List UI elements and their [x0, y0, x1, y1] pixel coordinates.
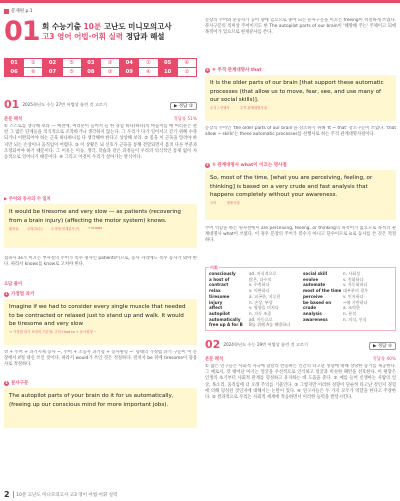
vocab-term: contract — [209, 282, 229, 288]
vocab-meaning: n. 사회성 — [343, 271, 361, 276]
vocab-left-list — [209, 271, 301, 328]
answer-q: 07 — [43, 68, 62, 77]
sub3-title-text: ④ 주격 관계대명사 that — [212, 68, 262, 73]
answer-q: 03 — [81, 59, 100, 68]
vocab-meaning: v. 인지하다 — [343, 293, 364, 299]
number-circle-icon: 1 — [5, 292, 8, 296]
item-01-point-glosses — [9, 226, 192, 231]
item-02-answer: ▶ 정답 ⑤ — [369, 342, 396, 350]
answer-table — [4, 58, 197, 77]
sub4-sentence: So, most of the time, [what you are perceiving, feeling, or thinking] is based on a very crude and fast analysis that happens completely without your awareness. — [210, 175, 373, 198]
vocab-term: automatically — [209, 316, 241, 322]
answer-value: ④ — [139, 68, 158, 77]
title-line1-prefix: 회 수능기출 — [42, 22, 81, 31]
vocab-meaning: ad. 자동으로 — [249, 316, 273, 322]
vocab-meaning: n. 의식, 인식 — [343, 316, 367, 322]
answer-q: 01 — [5, 59, 24, 68]
number-circle-icon: 3 — [5, 381, 8, 385]
item-02-number: 02 — [205, 338, 221, 351]
top-accent-line — [0, 0, 400, 3]
gloss: 주격 관계대명사절 — [239, 105, 267, 110]
answer-row-1 — [5, 59, 197, 68]
item-01-sub1-note: → 가정법 과거 표현의 기본형: 주어+had to + 동사원형 ~ — [9, 329, 97, 334]
item-01-point-sentence: It would be tiresome and very slow — as patients (recovering from a brain injury) (affecting the motor system) knows. — [9, 209, 181, 224]
answer-value: ⑤ — [62, 59, 81, 68]
vocab-meaning: n. 손상, 부상 — [249, 299, 273, 305]
gloss: 수식어(현재분사구) — [50, 227, 80, 231]
vocab-term: a host of — [209, 276, 230, 282]
vocab-term: be based on — [303, 299, 332, 305]
gloss: 환자들 — [9, 227, 19, 231]
vocab-term: free up A for B — [209, 322, 243, 328]
vocab-meaning: n. 자동 조종 — [249, 310, 272, 316]
answer-value: ③ — [100, 59, 119, 68]
sub3-sentence: It is the older parts of our brain [that support these automatic processes (that allow us to move, fear, see, and use many of our social skills)]. — [210, 80, 384, 103]
vocab-term: injury — [209, 299, 223, 305]
item-01-point-title: ▶ 주어와 동사의 수 일치 — [4, 197, 51, 202]
item-01-sub1-title-text: 가정법 과거 — [11, 292, 35, 297]
item-01-sub2-title — [4, 380, 28, 386]
sub3-explanation: 문장의 주어인 'the older parts of our brain'을 강조하기 위해 'It ~ that' 강조구문이 쓰였다. 'that allow ~ skills'는 these automatic processes를 선행사로 하는 주격 관계대명사절이다. — [205, 126, 396, 138]
item-01-sub1-sentence: Imagine if we had to consider every single muscle that needed to be contracted or relaxed just to stand up and walk. It would be tiresome and very slow — [9, 304, 186, 327]
answer-row-2 — [5, 68, 197, 77]
footer-divider — [13, 491, 14, 498]
sub4-glosses — [210, 200, 391, 205]
item-01-point-explanation: 접속사 as가 이끄는 부사절의 주어가 복수 명사인 patients이므로, 동사 자리에도 복수 동사가 와야 한다. 따라서 knows를 know로 고쳐야 한다. — [4, 256, 197, 268]
vocab-term: relax — [209, 288, 221, 294]
vocab-meaning: a. 조악한 — [343, 305, 360, 311]
answer-q: 05 — [158, 59, 177, 68]
vocab-term: automate — [303, 282, 326, 288]
test-number: 01 — [4, 16, 40, 47]
sub4-title-text: ② 관계대명사 what이 이끄는 명사절 — [212, 163, 287, 168]
answer-value: ⑤ — [62, 68, 81, 77]
vocab-term: most of the time — [303, 288, 341, 294]
vocab-meaning: n. 분석 — [343, 310, 357, 316]
answer-value: ② — [177, 68, 196, 77]
vocab-item — [303, 317, 395, 323]
vocab-term: crude — [303, 305, 317, 311]
answer-q: 02 — [43, 59, 62, 68]
footer-text: 10분 고난도 미니모의고사 고3 영어 어법·어휘 실력 — [16, 492, 118, 498]
right-intro-text: 문장의 주어와 분동사가 공어 향에 있으므로 종어 되는 분사구문을 이끄는 freeing이 적절하게 쓰였다. 분사구문의 의미상 주어이기도 한 The autopilot parts of our brain이 '해방해 주는' 주체이고 되에 목적어가 있으므로 현재분사를 쓴다. — [205, 18, 396, 36]
title-line1-suffix: 고난도 미니모의고사 — [101, 22, 172, 31]
gloss: 주어(복수) — [26, 227, 43, 231]
item-01-sub2-title-text: 분사구문 — [11, 381, 29, 386]
gloss-note: → knows — [87, 226, 103, 230]
answer-q: 06 — [5, 68, 24, 77]
vocab-meaning: v. 이완하다 — [249, 288, 270, 294]
vocab-box — [205, 267, 396, 331]
sub4-explanation: 주어 역할을 하는 명사절에서 are perceiving, feeling, or thinking의 목적어가 없으므로 목적격 관계대명사 what이 쓰였다. 이 경우 문장의 주어가 복수가 아니고 단수이므로 is로 동사를 쓴 것은 적절하다. — [205, 226, 396, 244]
item-01-sub1-title — [4, 291, 34, 297]
sub3-title — [205, 67, 261, 73]
item-02-head — [205, 338, 308, 351]
item-02-translation-text: ① 많은 연구들은 사회적 자극에 남달리 반응하는 인간의 타고난 성향에 대해 상당한 증거를 제공한다. 그 예로서, 갓 태어난 아기는 얼굴을 우선적으로 인식하고 얼굴과 비슷한 패턴을 선호한다. 이 편향은 인생의 초기부터 사회적 관계를 형성하고 유지하는 데 도움을 준다. ② 예를 들어 신생아는 사람의 얼굴, 목소리, 움직임에 더 오래 주의를 기울인다. ③ 그렇지만 이러한 성향이 단순히 타고난 것인지 경험에 의해 형성된 것인지에 대해서는 논란이 있다. ④ 연구자들은 두 가지 모두가 역할을 한다고 주장한다. ⑤ 결과적으로 우리는 사회적 세계에 적응하면서 이러한 능력을 발달시킨다. — [205, 364, 396, 401]
answer-q: 09 — [120, 68, 139, 77]
vocab-meaning: ~에 기반하다 — [343, 299, 368, 305]
vocab-meaning: a. 피곤한, 지루한 — [249, 293, 281, 299]
item-02-translation-heading: 본문 해석 — [205, 357, 224, 362]
page-title — [42, 22, 172, 42]
gloss: 수식 / 선행사 — [210, 105, 230, 110]
corner-tag — [4, 8, 33, 14]
answer-q: 08 — [81, 68, 100, 77]
answer-value: ⑥ — [24, 68, 43, 77]
page-number: 2 — [4, 490, 10, 499]
left-column — [4, 16, 197, 408]
vocab-meaning: ad. 의식적으로 — [249, 271, 277, 276]
vocab-meaning: v. 영향을 미치다 — [249, 305, 279, 311]
vocab-meaning: B를 위해 A를 해방하다 — [249, 322, 291, 328]
answer-value: ② — [24, 59, 43, 68]
answer-q: 04 — [120, 59, 139, 68]
item-01-sub1-explanation: 'if + 주어 + 과거시제 동사 ~, 주어 + 조동사 과거형 + 동사원형 ~' 형태의 가정법 과거 구문이 이 문장에서 if절 대신 쓰인 것이다. 따라서 would가 쓰인 것은 적절하다. 전치사 be 뒤에 tiresome이 형용사로 적절하다. — [4, 350, 197, 368]
corner-tag-text: 문제편 p.1 — [11, 9, 33, 14]
sub3-box — [205, 75, 396, 121]
number-circle-icon: 4 — [206, 68, 209, 72]
item-01-wrong-heading: 오답 풀이 — [4, 282, 23, 287]
item-01-meta: 2025학년도 수능 27번 어법상 틀린 것 고르기 — [22, 101, 107, 107]
vocab-meaning: 많은, 다수의 — [249, 276, 272, 282]
item-01-translation-heading: 본문 해석 — [4, 117, 23, 122]
title-line1-accent: 10분 — [83, 22, 102, 31]
answer-q: 10 — [158, 68, 177, 77]
vocab-meaning: 대부분의 경우 — [343, 288, 369, 294]
sub4-box — [205, 170, 396, 220]
vocab-term: analysis — [303, 310, 322, 316]
vocab-item — [209, 322, 301, 328]
vocab-term: tiresome — [209, 293, 230, 299]
item-01-number: 01 — [4, 98, 20, 111]
gloss: 주어 — [210, 200, 217, 205]
item-01-sub2-box — [4, 388, 197, 428]
gloss: 형용사절 — [226, 200, 240, 205]
title-line2-accent: 고3 영어 어법·어휘 실력 — [42, 32, 124, 41]
item-01-head — [4, 98, 107, 111]
item-01-correct-rate: 정답률 51% — [173, 117, 197, 122]
item-02-meta: 2024학년도 수능 29번 어법상 틀린 것 고르기 — [223, 341, 308, 347]
item-02-correct-rate: 정답률 40% — [372, 357, 396, 362]
item-01-sub1-box — [4, 299, 197, 345]
vocab-term: affect — [209, 305, 223, 311]
item-01-sub2-sentence: The autopilot parts of your brain do it for us automatically, (freeing up our conscious mind for more important jobs). — [9, 393, 174, 408]
vocab-meaning: v. 자동화하다 — [343, 282, 368, 288]
page-footer — [4, 490, 117, 499]
vocab-term: social skill — [303, 271, 328, 276]
page-header — [4, 18, 197, 56]
vocab-term: awareness — [303, 316, 328, 322]
answer-value: ④ — [177, 59, 196, 68]
corner-square-icon — [4, 9, 9, 14]
vocab-right-list — [303, 271, 395, 322]
vocab-term: consciously — [209, 271, 236, 276]
sub4-title — [205, 162, 287, 168]
vocab-term: perceive — [303, 293, 323, 299]
number-circle-icon: 5 — [206, 163, 209, 167]
item-01-point-box — [4, 204, 197, 248]
answer-value: ① — [139, 59, 158, 68]
item-01-answer: ▶ 정답 ② — [170, 102, 197, 110]
answer-value: ③ — [100, 68, 119, 77]
vocab-label: 어휘 — [210, 265, 218, 270]
vocab-meaning: v. 진화하다 — [343, 276, 364, 282]
vocab-term: evolve — [303, 276, 319, 282]
vocab-term: autopilot — [209, 310, 230, 316]
title-line2-suffix: 정답과 해설 — [123, 32, 165, 41]
sub3-glosses — [210, 105, 391, 110]
vocab-meaning: v. 수축하다 — [249, 282, 270, 288]
item-01-translation-text: ① 스스로를 생각해 보라 — 예전에, 여러분이 들어서 들 한 경험 하나(하나)의 마음이를 매 여러분은 관련 그 많은 단계들을 의식적으로 조작하거나 생각하지 않는다. 그 우리가 다기 일어서고 걷기 위해 수축되거나 이완되어야 하는 근육 하나하나를 다 생각해야 한다고 상상해 보라. ② 몸을 이 근육을 알려야 하지만 뇌는 손상이나 움직임이 어렵다. ③ 이 상황은 뇌 신호가 근육을 통해 전달되면서 몸의 다른 부분과 조정되어야 하기 때문이다. 그 이유는 이동, 생각, 학습과 같은 과정들이 우리의 의식적인 통제 없이 자동적으로 일어나기 때문이다. ④ 그리고 이것이 우리가 살아가는 방식이다. — [4, 124, 197, 161]
